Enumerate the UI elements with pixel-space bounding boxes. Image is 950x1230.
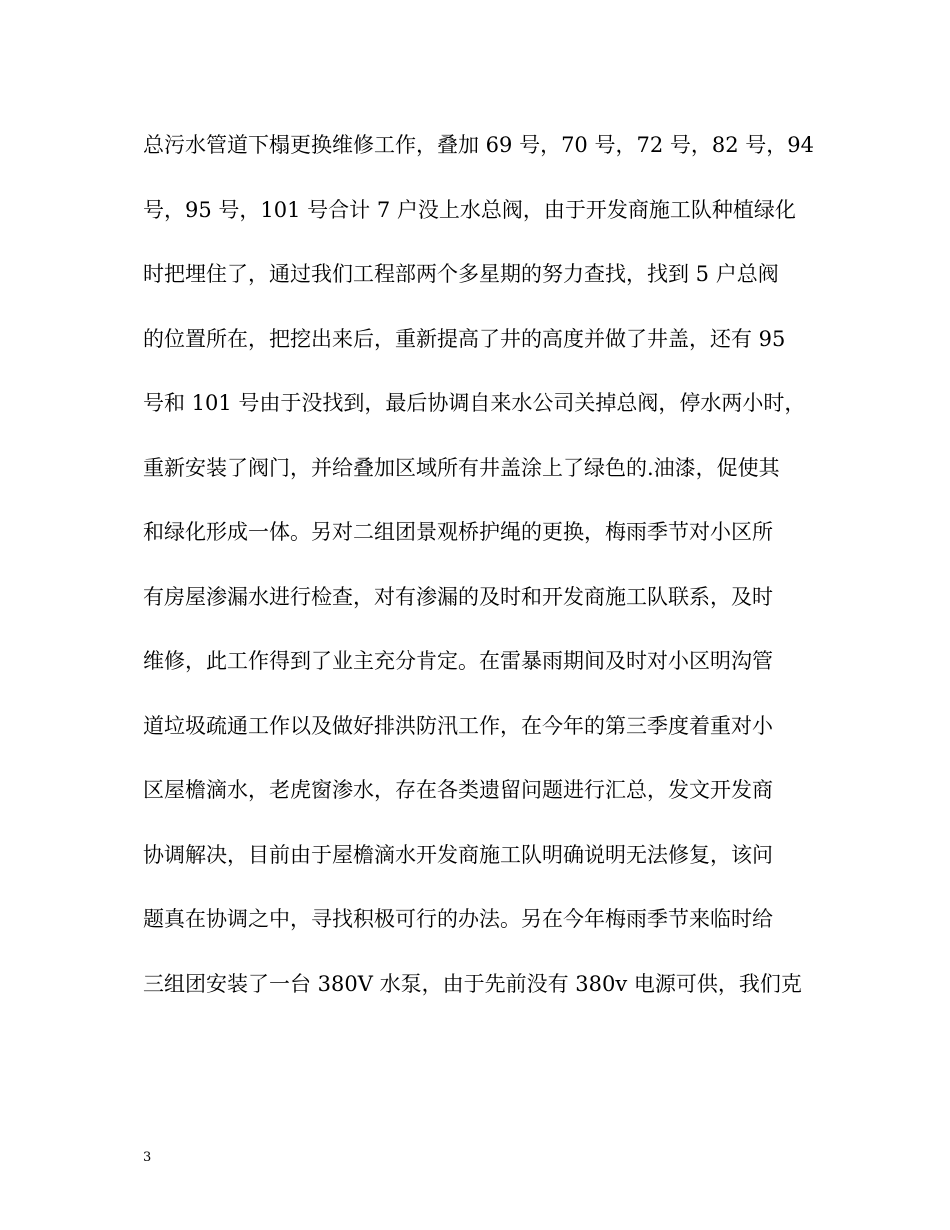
text-line: 和绿化形成一体。另对二组团景观桥护绳的更换，梅雨季节对小区所	[143, 520, 773, 544]
text-line: 的位置所在，把挖出来后，重新提高了井的高度并做了井盖，还有 95	[143, 326, 786, 351]
text-line: 三组团安装了一台 380V 水泵，由于先前没有 380v 电源可供，我们克	[143, 971, 802, 996]
text-line: 有房屋渗漏水进行检查，对有渗漏的及时和开发商施工队联系，及时	[143, 584, 773, 609]
text-line: 维修，此工作得到了业主充分肯定。在雷暴雨期间及时对小区明沟管	[143, 649, 773, 673]
text-line: 号和 101 号由于没找到，最后协调自来水公司关掉总阀，停水两小时，	[143, 391, 806, 415]
text-line: 时把埋住了，通过我们工程部两个多星期的努力查找，找到 5 户总阀	[143, 262, 779, 286]
body-text	[143, 124, 813, 1027]
text-line: 题真在协调之中，寻找积极可行的办法。另在今年梅雨季节来临时给	[143, 907, 773, 931]
text-line: 总污水管道下榻更换维修工作，叠加 69 号，70 号，72 号，82 号，94	[143, 133, 814, 157]
text-line: 号，95 号，101 号合计 7 户没上水总阀，由于开发商施工队种植绿化	[143, 197, 796, 222]
page-number: 3	[143, 1150, 152, 1165]
text-line: 区屋檐滴水，老虎窗渗水，存在各类遗留问题进行汇总，发文开发商	[143, 778, 773, 802]
text-line: 协调解决，目前由于屋檐滴水开发商施工队明确说明无法修复，该问	[143, 842, 773, 867]
text-line: 道垃圾疏通工作以及做好排洪防汛工作，在今年的第三季度着重对小	[143, 713, 773, 738]
text-line: 重新安装了阀门，并给叠加区域所有井盖涂上了绿色的.油漆，促使其	[143, 455, 780, 480]
